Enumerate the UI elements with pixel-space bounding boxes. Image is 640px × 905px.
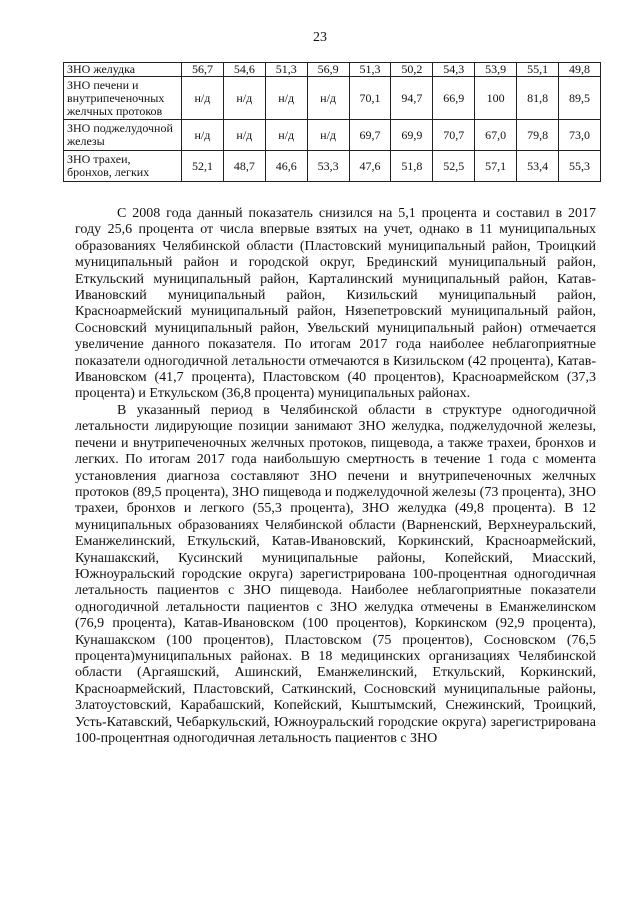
page-number: 23 <box>313 30 327 45</box>
table-cell: н/д <box>307 120 349 151</box>
table-cell: 47,6 <box>349 151 391 182</box>
table-cell: 52,1 <box>182 151 224 182</box>
table-cell: н/д <box>307 77 349 120</box>
table-cell: 53,3 <box>307 151 349 182</box>
table-cell: 51,8 <box>391 151 433 182</box>
table-cell: 54,6 <box>223 63 265 77</box>
table-cell: 52,5 <box>433 151 475 182</box>
table-cell: н/д <box>223 77 265 120</box>
table-cell: 48,7 <box>223 151 265 182</box>
row-label: ЗНО поджелудочной железы <box>64 120 182 151</box>
table-cell: 89,5 <box>559 77 601 120</box>
table-cell: 55,1 <box>517 63 559 77</box>
table-cell: 53,4 <box>517 151 559 182</box>
row-label: ЗНО желудка <box>64 63 182 77</box>
body-text <box>75 206 596 747</box>
table-cell: 67,0 <box>475 120 517 151</box>
table-cell: 66,9 <box>433 77 475 120</box>
table-row <box>64 77 601 120</box>
table-cell: 53,9 <box>475 63 517 77</box>
table-row <box>64 151 601 182</box>
table-cell: 69,9 <box>391 120 433 151</box>
paragraph: В указанный период в Челябинской области в структуре одногодичной летальности лидирующие позиции занимают ЗНО желудка, поджелудочной железы, печени и внутрипеченочных желчных протоков, пищевода, а также трахеи, бронхов и легких. По итогам 2017 года наибольшую смертность в течение 1 года с момента установления диагноза составляют ЗНО печени и внутрипеченочных желчных протоков (89,5 процента), ЗНО пищевода и поджелудочной железы (73 процента), ЗНО трахеи, бронхов и легкого (55,3 процента), ЗНО желудка (49,8 процента). В 12 муниципальных образованиях Челябинской области (Варненский, Верхнеуральский, Еманжелинский, Еткульский, Катав-Ивановский, Коркинский, Красноармейский, Кунашакский, Кусинский муниципальные районы, Копейский, Миасский, Южноуральский городские округа) зарегистрирована 100-процентная одногодичная летальность пациентов с ЗНО пищевода. Наиболее неблагоприятные показатели одногодичной летальности пациентов с ЗНО желудка отмечены в Еманжелинском (76,9 процента), Катав-Ивановском (100 процентов), Коркинском (92,9 процента), Кунашакском (100 процентов), Пластовском (75 процентов), Сосновском (76,5 процента)муниципальных районах. В 18 медицинских организациях Челябинской области (Аргаяшский, Ашинский, Еманжелинский, Еткульский, Коркинский, Красноармейский, Пластовский, Саткинский, Сосновский муниципальные районы, Златоустовский, Карабашский, Копейский, Кыштымский, Снежинский, Троицкий, Усть-Катавский, Чебаркульский, Южноуральский городские округа) зарегистрирована 100-процентная одногодичная летальность пациентов с ЗНО <box>75 402 596 746</box>
table-cell: 100 <box>475 77 517 120</box>
table-cell: 50,2 <box>391 63 433 77</box>
table-cell: 70,7 <box>433 120 475 151</box>
table-cell: н/д <box>265 77 307 120</box>
table-cell: 70,1 <box>349 77 391 120</box>
table-cell: 94,7 <box>391 77 433 120</box>
table-cell: 79,8 <box>517 120 559 151</box>
table-cell: 55,3 <box>559 151 601 182</box>
table-cell: 51,3 <box>349 63 391 77</box>
table-row <box>64 63 601 77</box>
table-cell: 54,3 <box>433 63 475 77</box>
table-row <box>64 120 601 151</box>
table-cell: 81,8 <box>517 77 559 120</box>
table-cell: н/д <box>265 120 307 151</box>
table-cell: 57,1 <box>475 151 517 182</box>
table-cell: 56,7 <box>182 63 224 77</box>
table-cell: 49,8 <box>559 63 601 77</box>
row-label: ЗНО печени и внутрипеченочных желчных протоков <box>64 77 182 120</box>
paragraph: С 2008 года данный показатель снизился на 5,1 процента и составил в 2017 году 25,6 процента от числа впервые взятых на учет, однако в 11 муниципальных образованиях Челябинской области (Пластовский муниципальный район, Троицкий муниципальный район и городской округ, Брединский муниципальный район, Еткульский муниципальный район, Карталинский муниципальный район, Катав-Ивановский муниципальный район, Кизильский муниципальный район, Красноармейский муниципальный район, Нязепетровский муниципальный район, Сосновский муниципальный район, Увельский муниципальный район) отмечается увеличение данного показателя. По итогам 2017 года наиболее неблагоприятные показатели одногодичной летальности отмечаются в Кизильском (42 процента), Катав-Ивановском (41,7 процента), Пластовском (40 процентов), Красноармейском (37,3 процента) и Еткульском (36,8 процента) муниципальных районах. <box>75 206 596 402</box>
table-cell: н/д <box>182 120 224 151</box>
table-cell: 56,9 <box>307 63 349 77</box>
row-label: ЗНО трахеи, бронхов, легких <box>64 151 182 182</box>
table-cell: 73,0 <box>559 120 601 151</box>
table-cell: 51,3 <box>265 63 307 77</box>
mortality-table <box>63 62 601 182</box>
table-cell: н/д <box>223 120 265 151</box>
table-cell: н/д <box>182 77 224 120</box>
table-cell: 69,7 <box>349 120 391 151</box>
table-cell: 46,6 <box>265 151 307 182</box>
